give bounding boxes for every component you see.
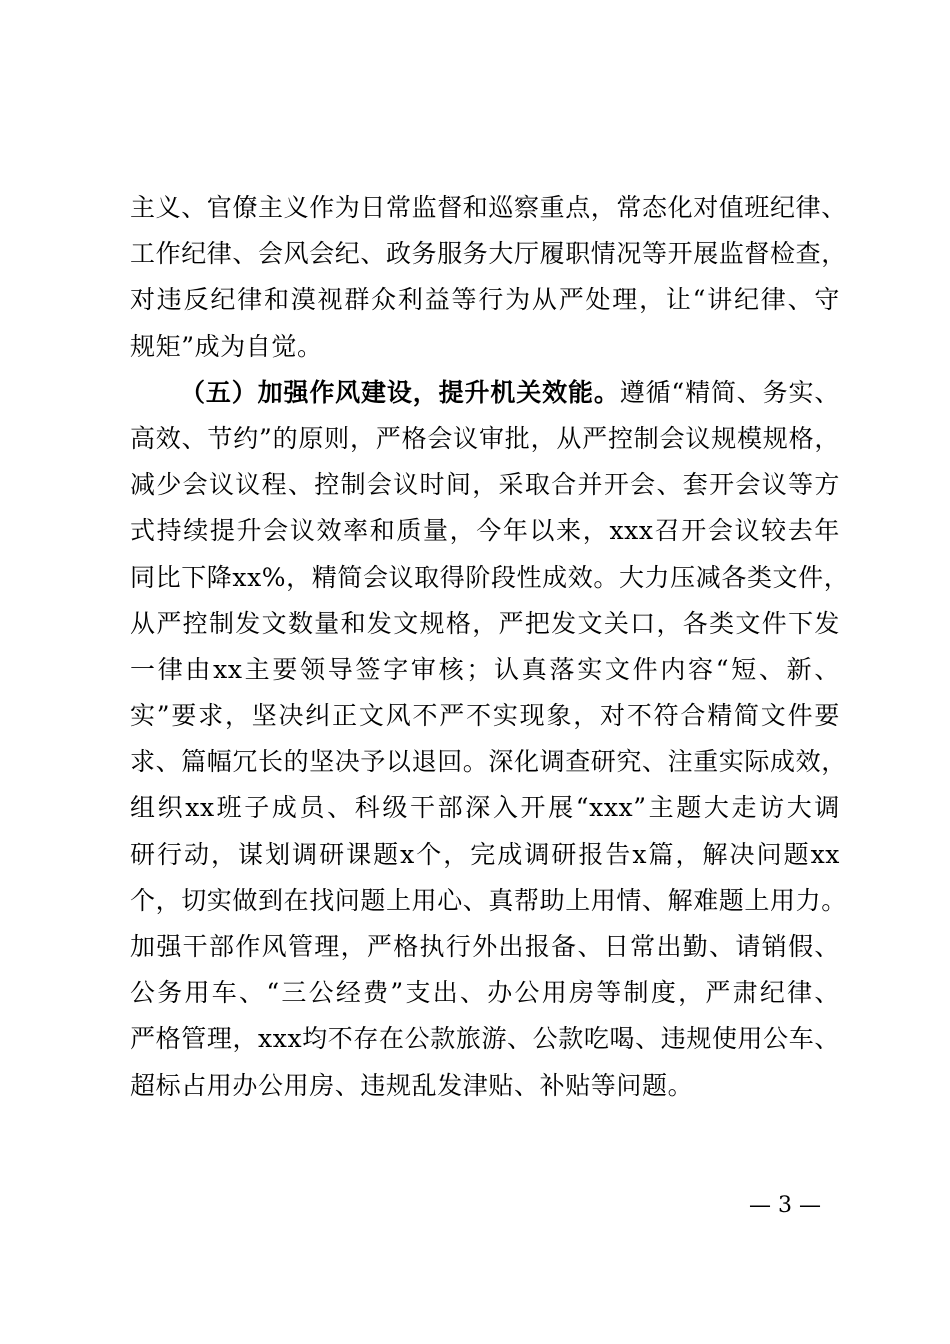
paragraph-line: 规矩”成为自觉。 (130, 331, 323, 361)
paragraph-line: 一律由xx主要领导签字审核；认真落实文件内容“短、新、 (130, 654, 840, 684)
paragraph-line-rest: 遵循“精简、务实、 (619, 377, 840, 407)
paragraph-line: 超标占用办公用房、违规乱发津贴、补贴等问题。 (130, 1070, 694, 1100)
section-heading: （五）加强作风建设，提升机关效能。 (180, 377, 620, 407)
paragraph-line: 公务用车、“三公经费”支出、办公用房等制度，严肃纪律、 (130, 978, 840, 1008)
paragraph-line: 对违反纪律和漠视群众利益等行为从严处理，让“讲纪律、守 (130, 285, 840, 315)
paragraph-line: 研行动，谋划调研课题x个，完成调研报告x篇，解决问题xx (130, 839, 840, 869)
paragraph-first-line (130, 370, 840, 416)
paragraph-line: 减少会议议程、控制会议时间，采取合并开会、套开会议等方 (130, 470, 840, 500)
paragraph-line: 组织xx班子成员、科级干部深入开展“xxx”主题大走访大调 (130, 793, 840, 823)
paragraph-line: 个，切实做到在找问题上用心、真帮助上用情、解难题上用力。 (130, 885, 847, 915)
paragraph-line: 同比下降xx%，精简会议取得阶段性成效。大力压减各类文件， (130, 562, 850, 592)
paragraph-line: 主义、官僚主义作为日常监督和巡察重点，常态化对值班纪律、 (130, 193, 847, 222)
paragraph-line: 高效、节约”的原则，严格会议审批，从严控制会议规模规格， (130, 423, 840, 453)
body-text (130, 185, 850, 1109)
paragraph-line: 式持续提升会议效率和质量，今年以来，xxx召开会议较去年 (130, 516, 840, 546)
page-number: — 3 — (749, 1193, 821, 1218)
paragraph-line: 加强干部作风管理，严格执行外出报备、日常出勤、请销假、 (130, 932, 840, 961)
paragraph-line: 从严控制发文数量和发文规格，严把发文关口，各类文件下发 (130, 608, 840, 638)
paragraph-line: 实”要求，坚决纠正文风不严不实现象，对不符合精简文件要 (130, 701, 840, 731)
paragraph-line: 严格管理，xxx均不存在公款旅游、公款吃喝、违规使用公车、 (130, 1024, 840, 1054)
paragraph-line: 求、篇幅冗长的坚决予以退回。深化调查研究、注重实际成效， (130, 747, 847, 777)
paragraph-line: 工作纪律、会风会纪、政务服务大厅履职情况等开展监督检查， (130, 239, 847, 269)
